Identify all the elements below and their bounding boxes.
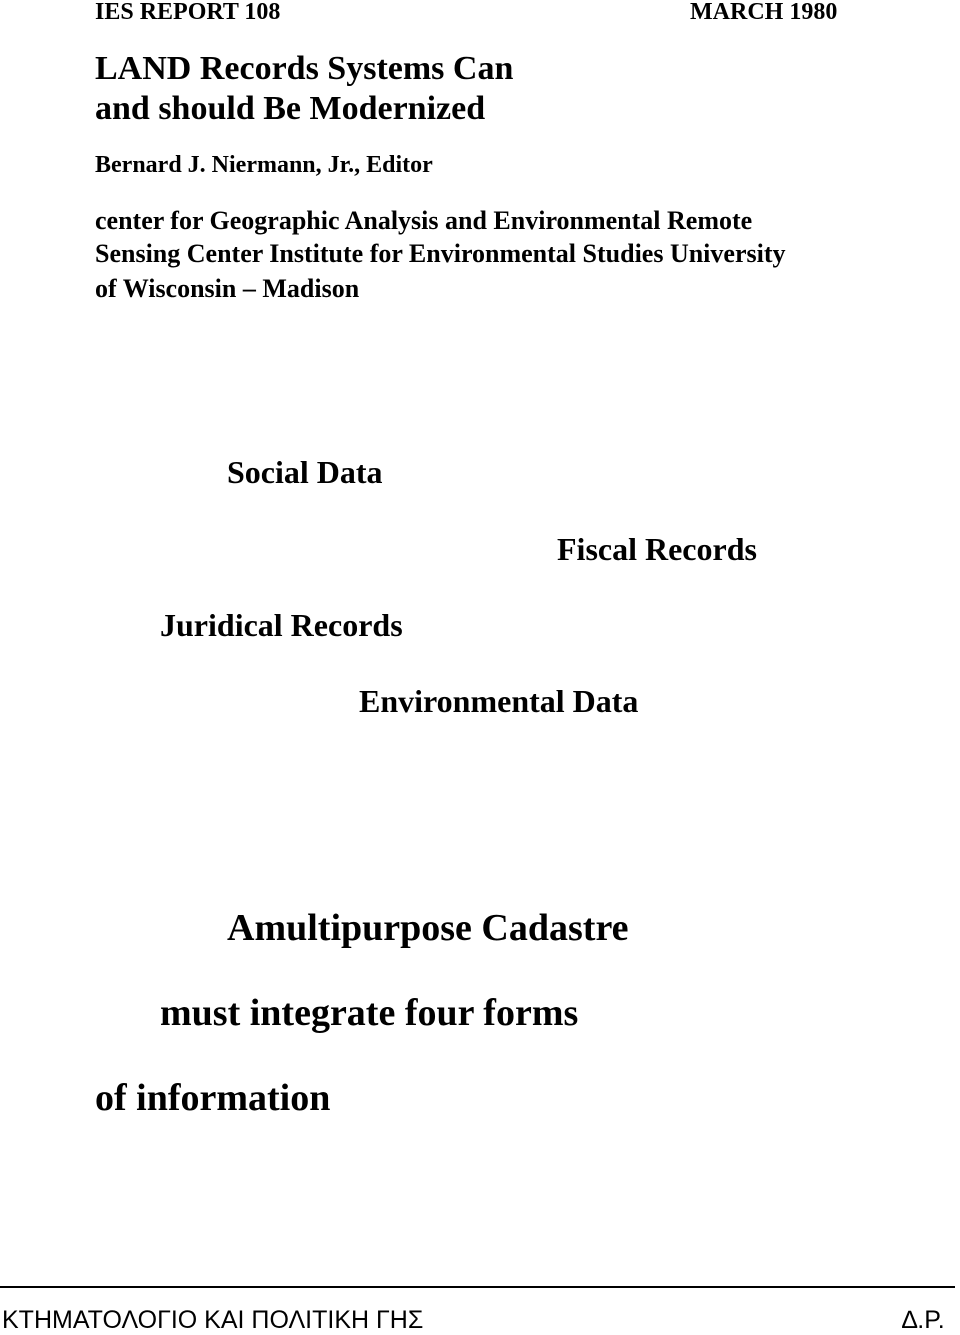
footer-title: ΚΤΗΜΑΤΟΛΟΓΙΟ ΚΑΙ ΠΟΛΙΤΙΚΗ ΓΗΣ	[2, 1306, 424, 1334]
form-social-data: Social Data	[227, 454, 383, 490]
document-title-line-1: LAND Records Systems Can	[95, 50, 514, 87]
form-fiscal-records: Fiscal Records	[557, 531, 757, 567]
statement-line-1: Amultipurpose Cadastre	[227, 907, 629, 949]
report-date: MARCH 1980	[690, 0, 838, 25]
footer-divider	[0, 1286, 955, 1288]
report-id: IES REPORT 108	[95, 0, 281, 25]
form-juridical-records: Juridical Records	[160, 607, 403, 643]
footer-initials: ∆.Ρ.	[902, 1306, 945, 1334]
affiliation-line-1: center for Geographic Analysis and Environmental Remote	[95, 206, 753, 235]
document-title-line-2: and should Be Modernized	[95, 90, 486, 127]
editor-credit: Bernard J. Niermann, Jr., Editor	[95, 152, 433, 178]
statement-line-2: must integrate four forms	[160, 992, 579, 1034]
affiliation-line-3: of Wisconsin – Madison	[95, 274, 360, 303]
statement-line-3: of information	[95, 1077, 331, 1119]
form-environmental-data: Environmental Data	[359, 683, 639, 719]
affiliation-line-2: Sensing Center Institute for Environmental Studies University	[95, 239, 786, 268]
